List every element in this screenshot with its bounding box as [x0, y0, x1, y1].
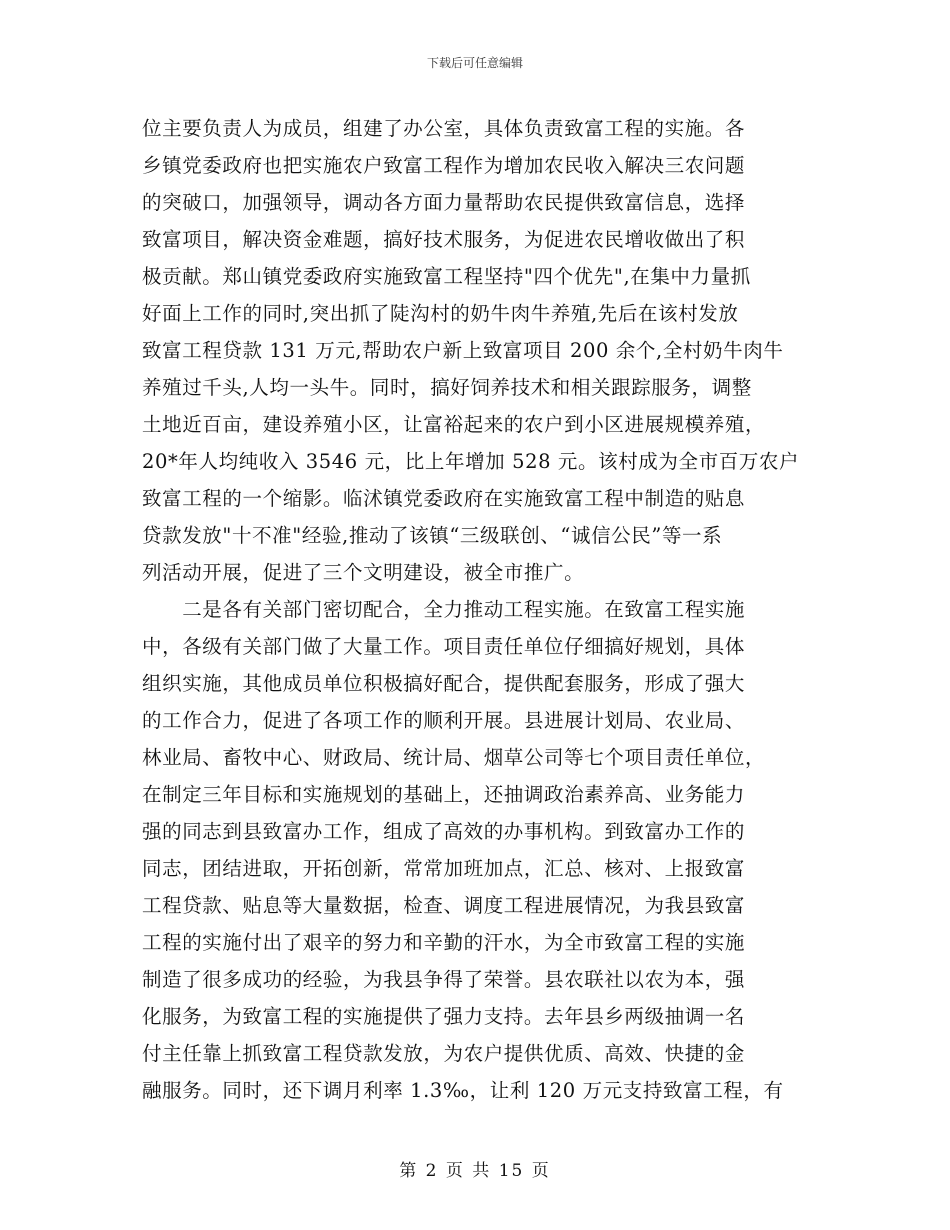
text-line: 在制定三年目标和实施规划的基础上，还抽调政治素养高、业务能力 [142, 783, 746, 806]
text-line: 融服务。同时，还下调月利率 1.3‰，让利 120 万元支持致富工程，有 [142, 1079, 784, 1102]
document-body [142, 110, 810, 1109]
text-line: 中，各级有关部门做了大量工作。项目责任单位仔细搞好规划，具体 [142, 635, 746, 658]
text-line: 同志，团结进取，开拓创新，常常加班加点，汇总、核对、上报致富 [142, 857, 746, 880]
text-line: 工程的实施付出了艰辛的努力和辛勤的汗水，为全市致富工程的实施 [142, 931, 746, 954]
text-line: 组织实施，其他成员单位积极搞好配合，提供配套服务，形成了强大 [142, 672, 746, 695]
text-line: 强的同志到县致富办工作，组成了高效的办事机构。到致富办工作的 [142, 820, 746, 843]
text-line: 贷款发放"十不准"经验,推动了该镇“三级联创、“诚信公民”等一系 [142, 524, 723, 547]
text-line: 致富项目，解决资金难题，搞好技术服务，为促进农民增收做出了积 [142, 228, 746, 251]
text-line: 列活动开展，促进了三个文明建设，被全市推广。 [142, 561, 585, 584]
text-line: 林业局、畜牧中心、财政局、统计局、烟草公司等七个项目责任单位， [142, 746, 766, 769]
text-line: 极贡献。郑山镇党委政府实施致富工程坚持"四个优先",在集中力量抓 [142, 265, 751, 288]
text-line: 的突破口，加强领导，调动各方面力量帮助农民提供致富信息，选择 [142, 191, 746, 214]
page-header: 下载后可任意编辑 [426, 56, 523, 70]
text-line: 致富工程贷款 131 万元,帮助农户新上致富项目 200 余个,全村奶牛肉牛 [142, 339, 784, 362]
text-line: 养殖过千头,人均一头牛。同时，搞好饲养技术和相关跟踪服务，调整 [142, 376, 752, 399]
text-line: 工程贷款、贴息等大量数据，检查、调度工程进展情况，为我县致富 [142, 894, 746, 917]
text-line: 致富工程的一个缩影。临沭镇党委政府在实施致富工程中制造的贴息 [142, 487, 746, 510]
text-line: 位主要负责人为成员，组建了办公室，具体负责致富工程的实施。各 [142, 117, 746, 140]
text-line: 的工作合力，促进了各项工作的顺利开展。县进展计划局、农业局、 [142, 709, 746, 732]
text-line: 二是各有关部门密切配合，全力推动工程实施。在致富工程实施 [142, 598, 746, 621]
text-line: 好面上工作的同时,突出抓了陡沟村的奶牛肉牛养殖,先后在该村发放 [142, 302, 739, 325]
page-footer: 第 2 页 共 15 页 [399, 1161, 551, 1181]
text-line: 20*年人均纯收入 3546 元，比上年增加 528 元。该村成为全市百万农户 [142, 450, 800, 473]
text-line: 化服务，为致富工程的实施提供了强力支持。去年县乡两级抽调一名 [142, 1005, 746, 1028]
text-line: 乡镇党委政府也把实施农户致富工程作为增加农民收入解决三农问题 [142, 154, 746, 177]
text-line: 土地近百亩，建设养殖小区，让富裕起来的农户到小区进展规模养殖， [142, 413, 766, 436]
text-line: 付主任靠上抓致富工程贷款发放，为农户提供优质、高效、快捷的金 [142, 1042, 746, 1065]
text-line: 制造了很多成功的经验，为我县争得了荣誉。县农联社以农为本，强 [142, 968, 746, 991]
